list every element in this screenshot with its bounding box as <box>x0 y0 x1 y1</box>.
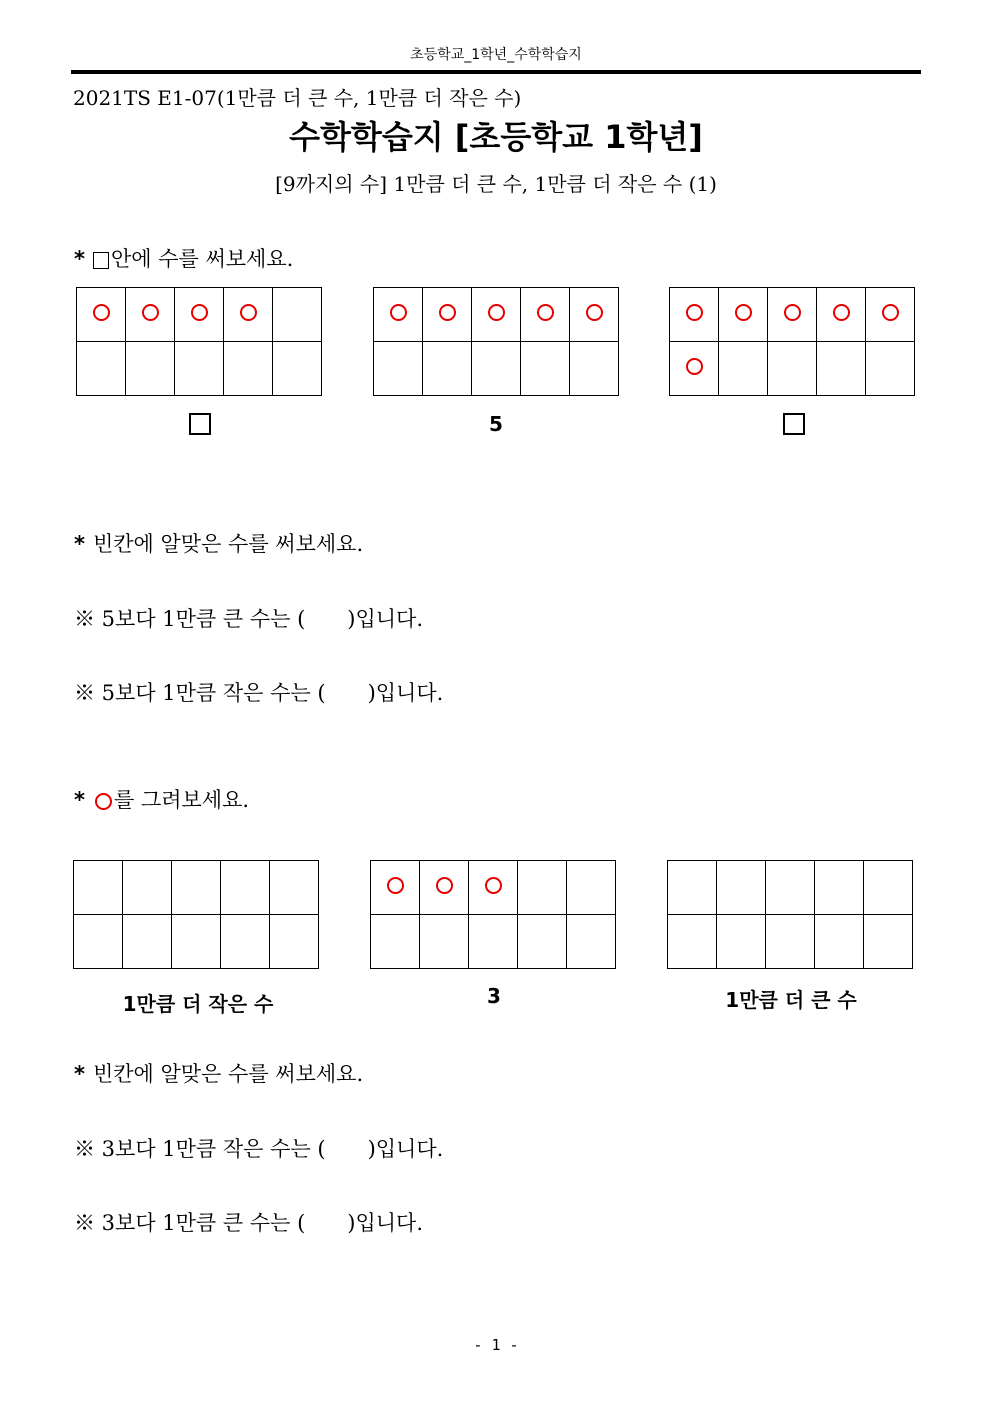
star-bullet: * <box>74 788 85 812</box>
box-icon <box>93 252 109 269</box>
frame-row <box>371 861 616 915</box>
circle-icon <box>784 304 801 321</box>
circle-icon <box>686 358 703 375</box>
frame-cell[interactable] <box>668 915 717 969</box>
circle-icon <box>240 304 257 321</box>
answer-box-3[interactable] <box>783 413 805 435</box>
frame-cell[interactable] <box>74 861 123 915</box>
frame-cell[interactable] <box>866 342 915 396</box>
frame-cell[interactable] <box>670 288 719 342</box>
frame-cell[interactable] <box>77 342 126 396</box>
frame-cell[interactable] <box>817 342 866 396</box>
circle-icon <box>537 304 554 321</box>
frame-cell[interactable] <box>175 342 224 396</box>
frame-cell[interactable] <box>670 342 719 396</box>
circle-icon <box>488 304 505 321</box>
frame-cell[interactable] <box>374 342 423 396</box>
circle-icon <box>390 304 407 321</box>
instruction-text: 빈칸에 알맞은 수를 써보세요. <box>92 532 364 556</box>
circle-icon <box>439 304 456 321</box>
frame-cell[interactable] <box>864 861 913 915</box>
star-bullet: * <box>74 532 85 556</box>
frame-row <box>77 342 322 396</box>
frame-cell[interactable] <box>815 915 864 969</box>
frame-cell[interactable] <box>472 288 521 342</box>
frame-cell[interactable] <box>175 288 224 342</box>
frame-row <box>371 915 616 969</box>
frame-cell[interactable] <box>570 342 619 396</box>
frame-cell[interactable] <box>221 861 270 915</box>
frame-cell[interactable] <box>270 915 319 969</box>
ten-frame-4 <box>73 860 319 969</box>
star-bullet: * <box>74 247 85 271</box>
frame-cell[interactable] <box>224 342 273 396</box>
frame-cell[interactable] <box>224 288 273 342</box>
sentence-3: ※ 3보다 1만큼 작은 수는 ( )입니다. <box>74 1137 444 1161</box>
frame-cell[interactable] <box>74 915 123 969</box>
frame-cell[interactable] <box>126 288 175 342</box>
page-number: - 1 - <box>473 1336 519 1354</box>
frame-cell[interactable] <box>420 861 469 915</box>
ten-frame-2 <box>373 287 619 396</box>
frame-cell[interactable] <box>717 915 766 969</box>
circle-icon <box>735 304 752 321</box>
frame-cell[interactable] <box>423 288 472 342</box>
frame-cell[interactable] <box>766 861 815 915</box>
frame-cell[interactable] <box>518 915 567 969</box>
circle-icon <box>436 877 453 894</box>
frame-cell[interactable] <box>567 915 616 969</box>
ten-frame-6 <box>667 860 913 969</box>
frame-label-4: 1만큼 더 작은 수 <box>122 992 274 1016</box>
frame-cell[interactable] <box>371 861 420 915</box>
sentence-1: ※ 5보다 1만큼 큰 수는 ( )입니다. <box>74 607 424 631</box>
sentence-4: ※ 3보다 1만큼 큰 수는 ( )입니다. <box>74 1211 424 1235</box>
frame-label-6: 1만큼 더 큰 수 <box>725 988 857 1012</box>
frame-cell[interactable] <box>567 861 616 915</box>
frame-row <box>74 861 319 915</box>
frame-cell[interactable] <box>518 861 567 915</box>
frame-cell[interactable] <box>221 915 270 969</box>
frame-cell[interactable] <box>521 288 570 342</box>
worksheet-code: 2021TS E1-07(1만큼 더 큰 수, 1만큼 더 작은 수) <box>73 86 522 110</box>
ten-frame-1 <box>76 287 322 396</box>
frame-cell[interactable] <box>717 861 766 915</box>
frame-cell[interactable] <box>172 861 221 915</box>
frame-cell[interactable] <box>374 288 423 342</box>
frame-row <box>374 288 619 342</box>
frame-row <box>668 915 913 969</box>
circle-icon <box>93 304 110 321</box>
frame-cell[interactable] <box>766 915 815 969</box>
header-rule <box>71 70 921 74</box>
circle-icon <box>485 877 502 894</box>
circle-icon <box>191 304 208 321</box>
frame-cell[interactable] <box>668 861 717 915</box>
frame-cell[interactable] <box>126 342 175 396</box>
sentence-2: ※ 5보다 1만큼 작은 수는 ( )입니다. <box>74 681 444 705</box>
section2-instruction <box>74 528 363 558</box>
page-subtitle: [9까지의 수] 1만큼 더 큰 수, 1만큼 더 작은 수 (1) <box>275 172 717 196</box>
header-top: 초등학교_1학년_수학학습지 <box>410 47 582 63</box>
frame-cell[interactable] <box>817 288 866 342</box>
frame-row <box>374 342 619 396</box>
frame-cell[interactable] <box>270 861 319 915</box>
section3-instruction <box>74 784 249 814</box>
instruction-text: 를 그려보세요. <box>113 788 250 812</box>
instruction-text: 안에 수를 써보세요. <box>110 247 294 271</box>
frame-cell[interactable] <box>172 915 221 969</box>
section1-instruction <box>74 243 293 273</box>
frame-cell[interactable] <box>123 861 172 915</box>
frame-row <box>668 861 913 915</box>
star-bullet: * <box>74 1062 85 1086</box>
circle-icon <box>142 304 159 321</box>
frame-row <box>77 288 322 342</box>
frame-cell[interactable] <box>420 915 469 969</box>
circle-icon <box>686 304 703 321</box>
page-title: 수학학습지 [초등학교 1학년] <box>289 118 703 156</box>
frame-cell[interactable] <box>768 342 817 396</box>
frame-cell[interactable] <box>472 342 521 396</box>
frame-cell[interactable] <box>815 861 864 915</box>
frame-cell[interactable] <box>123 915 172 969</box>
frame-cell[interactable] <box>423 342 472 396</box>
frame-cell[interactable] <box>273 288 322 342</box>
frame-cell[interactable] <box>570 288 619 342</box>
frame-cell[interactable] <box>719 288 768 342</box>
frame-cell[interactable] <box>866 288 915 342</box>
instruction-text: 빈칸에 알맞은 수를 써보세요. <box>92 1062 364 1086</box>
frame-cell[interactable] <box>77 288 126 342</box>
frame-row <box>670 342 915 396</box>
circle-icon <box>833 304 850 321</box>
ten-frame-3 <box>669 287 915 396</box>
circle-icon <box>387 877 404 894</box>
frame-cell[interactable] <box>768 288 817 342</box>
frame-cell[interactable] <box>469 861 518 915</box>
frame-cell[interactable] <box>719 342 768 396</box>
frame-cell[interactable] <box>521 342 570 396</box>
frame-cell[interactable] <box>371 915 420 969</box>
frame-cell[interactable] <box>864 915 913 969</box>
ten-frame-5 <box>370 860 616 969</box>
circle-icon <box>95 793 112 810</box>
frame-row <box>670 288 915 342</box>
frame-label-2: 5 <box>489 412 503 436</box>
circle-icon <box>586 304 603 321</box>
frame-label-5: 3 <box>487 984 501 1008</box>
frame-row <box>74 915 319 969</box>
frame-cell[interactable] <box>273 342 322 396</box>
section4-instruction <box>74 1058 363 1088</box>
answer-box-1[interactable] <box>189 413 211 435</box>
frame-cell[interactable] <box>469 915 518 969</box>
circle-icon <box>882 304 899 321</box>
